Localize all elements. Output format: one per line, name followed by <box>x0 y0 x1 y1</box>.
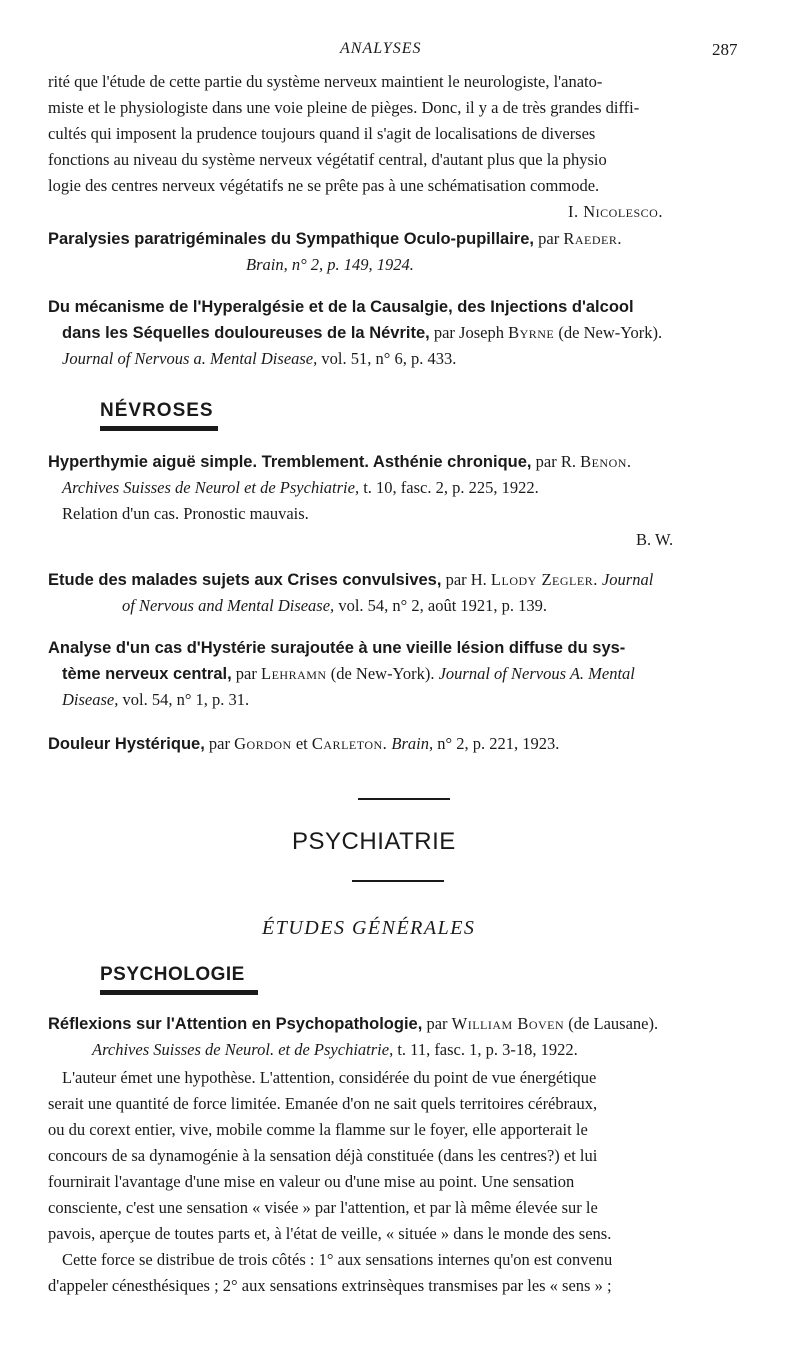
entry-journal: Archives Suisses de Neurol. et de Psychiatrie, <box>92 1040 394 1059</box>
intro-line: cultés qui imposent la prudence toujours quand il s'agit de localisations de diverses <box>48 124 596 143</box>
entry-by: par <box>235 664 257 683</box>
intro-line: logie des centres nerveux végétatifs ne se prête pas à une schématisation commode. <box>48 176 600 195</box>
entry-summary: Relation d'un cas. Pronostic mauvais. <box>62 504 309 523</box>
entry-reference <box>62 347 456 371</box>
body-line: pavois, aperçue de toutes parts et, à l'état de veille, « située » dans le monde des sens. <box>48 1224 612 1243</box>
entry-by: par Joseph <box>433 323 504 342</box>
entry-by: par <box>426 1014 448 1033</box>
bibliography-entry <box>62 662 635 686</box>
entry-title: Hyperthymie aiguë simple. Tremblement. Asthénie chronique, <box>48 453 532 471</box>
entry-ref: t. 11, fasc. 1, p. 3-18, 1922. <box>397 1040 578 1059</box>
entry-title: Douleur Hystérique, <box>48 735 205 753</box>
entry-author: Benon. <box>580 452 632 471</box>
entry-title: dans les Séquelles douloureuses de la Névrite, <box>62 324 430 342</box>
section-heading-psychologie: PSYCHOLOGIE <box>100 964 245 985</box>
entry-ref: vol. 51, n° 6, p. 433. <box>321 349 457 368</box>
entry-journal: Disease, <box>62 690 119 709</box>
body-line: L'auteur émet une hypothèse. L'attention, considérée du point de vue énergétique <box>62 1068 597 1087</box>
entry-ref: t. 10, fasc. 2, p. 225, 1922. <box>363 478 539 497</box>
intro-line: fonctions au niveau du système nerveux végétatif central, d'autant plus que la physio <box>48 150 607 169</box>
page-number: 287 <box>712 40 738 59</box>
entry-ref: vol. 54, n° 1, p. 31. <box>122 690 250 709</box>
entry-author-place: (de New-York). <box>330 664 435 683</box>
bibliography-entry <box>48 450 632 474</box>
bibliography-entry <box>48 732 559 756</box>
entry-journal: Archives Suisses de Neurol et de Psychiatrie, <box>62 478 360 497</box>
body-line: d'appeler cénesthésiques ; 2° aux sensations extrinsèques transmises par les « sens » ; <box>48 1276 612 1295</box>
entry-title-line: Analyse d'un cas d'Hystérie surajoutée à une vieille lésion diffuse du sys- <box>48 639 626 657</box>
body-line: serait une quantité de force limitée. Emanée d'on ne sait quels territoires cérébraux, <box>48 1094 598 1113</box>
body-line: consciente, c'est une sensation « visée » par l'attention, et par là même élevée sur le <box>48 1198 598 1217</box>
entry-title: Etude des malades sujets aux Crises convulsives, <box>48 571 442 589</box>
entry-by: par <box>538 229 560 248</box>
entry-reference <box>62 476 539 500</box>
entry-author: William Boven <box>451 1014 565 1033</box>
entry-author: Llody Zegler. <box>490 570 598 589</box>
divider-rule <box>352 880 444 882</box>
intro-line: rité que l'étude de cette partie du système nerveux maintient le neurologiste, l'anato- <box>48 72 603 91</box>
entry-journal: Journal of Nervous A. Mental <box>438 664 635 683</box>
body-line: fournirait l'avantage d'une mise en valeur ou d'une mise au point. Une sensation <box>48 1172 575 1191</box>
entry-by: par H. <box>445 570 487 589</box>
section-heading-nevroses: NÉVROSES <box>100 400 214 421</box>
intro-signature: I. Nicolesco. <box>568 202 663 221</box>
bibliography-entry <box>62 321 662 345</box>
entry-author: Byrne <box>508 323 555 342</box>
section-underline <box>100 990 258 995</box>
intro-line: miste et le physiologiste dans une voie pleine de pièges. Donc, il y a de très grandes diffi- <box>48 98 640 117</box>
entry-author-place: (de New-York). <box>558 323 663 342</box>
entry-ref: vol. 54, n° 2, août 1921, p. 139. <box>338 596 548 615</box>
running-header-title: ANALYSES <box>340 40 422 57</box>
entry-by: par <box>208 734 230 753</box>
bibliography-entry <box>48 568 653 592</box>
entry-reference <box>62 688 249 712</box>
entry-reference <box>92 1038 578 1062</box>
entry-and: et <box>295 734 308 753</box>
entry-ref: n° 2, p. 221, 1923. <box>437 734 560 753</box>
body-line: ou du corext entier, vive, mobile comme la flamme sur le foyer, elle apporterait le <box>48 1120 588 1139</box>
section-heading-etudes-generales: ÉTUDES GÉNÉRALES <box>262 917 476 939</box>
entry-author: Carleton. <box>311 734 388 753</box>
entry-journal: of Nervous and Mental Disease, <box>122 596 335 615</box>
entry-title-line: Du mécanisme de l'Hyperalgésie et de la Causalgie, des Injections d'alcool <box>48 298 634 316</box>
entry-author: Raeder. <box>563 229 622 248</box>
section-underline <box>100 426 218 431</box>
entry-reference: Brain, n° 2, p. 149, 1924. <box>246 255 414 274</box>
entry-signature: B. W. <box>636 530 674 549</box>
entry-title: Réflexions sur l'Attention en Psychopathologie, <box>48 1015 423 1033</box>
entry-by: par R. <box>535 452 576 471</box>
entry-title: tème nerveux central, <box>62 665 232 683</box>
entry-journal: Brain, <box>391 734 434 753</box>
entry-author: Gordon <box>234 734 292 753</box>
entry-reference <box>122 594 547 618</box>
entry-author-place: (de Lausane). <box>568 1014 659 1033</box>
entry-title: Paralysies paratrigéminales du Sympathique Oculo-pupillaire, <box>48 230 534 248</box>
section-heading-psychiatrie: PSYCHIATRIE <box>292 828 456 855</box>
divider-rule <box>358 798 450 800</box>
entry-journal: Journal <box>601 570 654 589</box>
body-line: Cette force se distribue de trois côtés : 1° aux sensations internes qu'on est convenu <box>62 1250 613 1269</box>
entry-journal: Journal of Nervous a. Mental Disease, <box>62 349 318 368</box>
bibliography-entry <box>48 227 622 251</box>
entry-author: Lehramn <box>261 664 327 683</box>
body-line: concours de sa dynamogénie à la sensation déjà constituée (dans les centres?) et lui <box>48 1146 598 1165</box>
bibliography-entry <box>48 1012 658 1036</box>
